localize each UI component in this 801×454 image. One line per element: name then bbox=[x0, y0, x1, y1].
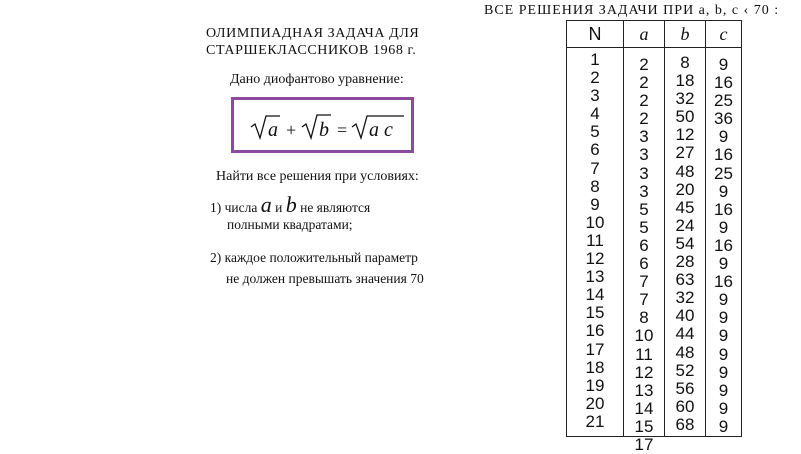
row-number: 13 bbox=[585, 267, 605, 287]
cell-a: 3 bbox=[639, 127, 649, 147]
condition-1-prefix: 1) числа bbox=[210, 200, 261, 215]
cell-b: 20 bbox=[675, 179, 695, 199]
cell-b: 56 bbox=[675, 378, 695, 398]
task-text: Найти все решения при условиях: bbox=[216, 169, 419, 184]
equals-sign: = bbox=[337, 120, 348, 140]
row-number: 3 bbox=[590, 86, 600, 106]
cell-c: 9 bbox=[718, 362, 729, 382]
column-c bbox=[706, 56, 741, 436]
row-number: 2 bbox=[590, 68, 600, 88]
row-number: 7 bbox=[590, 158, 600, 178]
row-number: 17 bbox=[585, 339, 605, 359]
cell-b: 18 bbox=[675, 71, 695, 91]
cell-b: 50 bbox=[675, 107, 695, 127]
condition-2-line1: 2) каждое положительный параметр bbox=[210, 250, 418, 265]
cell-b: 54 bbox=[675, 233, 695, 253]
header-a: a bbox=[639, 24, 649, 44]
cell-b: 63 bbox=[675, 270, 695, 290]
cell-c: 9 bbox=[718, 55, 729, 74]
plus-sign: + bbox=[286, 120, 297, 140]
row-number: 11 bbox=[586, 230, 604, 250]
cell-c: 16 bbox=[714, 272, 733, 292]
cell-c: 9 bbox=[718, 344, 729, 364]
row-number: 6 bbox=[590, 140, 600, 160]
condition-2-line2: не должен превышать значения 70 bbox=[226, 271, 424, 286]
cell-a: 14 bbox=[634, 398, 654, 418]
cell-b: 32 bbox=[675, 288, 695, 308]
cell-a: 10 bbox=[634, 326, 654, 346]
cell-a: 5 bbox=[639, 199, 649, 219]
row-number: 4 bbox=[590, 104, 600, 124]
cell-c: 9 bbox=[718, 326, 729, 346]
cell-a: 2 bbox=[639, 109, 649, 129]
row-number: 19 bbox=[585, 375, 605, 395]
row-number: 10 bbox=[585, 212, 605, 232]
cell-c: 9 bbox=[718, 127, 729, 147]
cell-c: 9 bbox=[718, 416, 729, 436]
condition-2 bbox=[210, 247, 424, 289]
cell-c: 9 bbox=[718, 217, 729, 237]
cell-c: 9 bbox=[718, 254, 729, 274]
problem-title-line2: СТАРШЕКЛАССНИКОВ 1968 г. bbox=[206, 43, 417, 58]
cell-a: 6 bbox=[639, 235, 649, 255]
cell-c: 16 bbox=[714, 199, 733, 219]
row-number: 16 bbox=[585, 321, 605, 341]
cell-b: 32 bbox=[675, 89, 695, 109]
cell-b: 40 bbox=[675, 306, 695, 326]
column-b bbox=[665, 54, 705, 434]
cell-c: 9 bbox=[718, 290, 729, 310]
cell-a: 12 bbox=[634, 362, 654, 382]
cell-a: 5 bbox=[639, 217, 649, 237]
row-number: 8 bbox=[590, 176, 600, 196]
cell-b: 44 bbox=[675, 324, 695, 344]
cell-a: 17 bbox=[634, 434, 654, 454]
intro-text: Дано диофантово уравнение: bbox=[230, 72, 404, 87]
cell-b: 8 bbox=[680, 53, 690, 72]
condition-1 bbox=[210, 192, 371, 233]
cell-b: 28 bbox=[675, 252, 695, 272]
row-number: 12 bbox=[585, 249, 605, 269]
row-number: 5 bbox=[590, 122, 600, 142]
cell-a: 3 bbox=[639, 163, 649, 183]
equation-formula bbox=[234, 100, 411, 150]
cell-a: 2 bbox=[639, 91, 649, 111]
cell-c: 9 bbox=[718, 398, 729, 418]
cell-a: 15 bbox=[634, 416, 654, 436]
cell-c: 25 bbox=[714, 91, 733, 111]
header-c: c bbox=[719, 24, 728, 44]
var-b: b bbox=[319, 119, 329, 141]
row-number: 1 bbox=[590, 50, 600, 69]
header-b: b bbox=[680, 24, 690, 44]
cell-a: 2 bbox=[639, 55, 649, 74]
problem-title bbox=[206, 25, 419, 59]
solutions-table bbox=[566, 20, 742, 454]
cell-a: 6 bbox=[639, 254, 649, 274]
cell-a: 2 bbox=[639, 73, 649, 93]
condition-1-suffix: не являются bbox=[296, 200, 371, 215]
cell-b: 24 bbox=[675, 215, 695, 235]
cell-a: 3 bbox=[639, 181, 649, 201]
cell-a: 8 bbox=[639, 308, 649, 328]
table-header-divider bbox=[567, 47, 741, 48]
cell-b: 27 bbox=[675, 143, 695, 163]
var-ac: a c bbox=[369, 119, 393, 141]
cell-c: 9 bbox=[718, 181, 729, 201]
cell-a: 7 bbox=[639, 290, 649, 310]
cell-c: 36 bbox=[714, 109, 733, 129]
column-a bbox=[624, 56, 664, 454]
cell-b: 68 bbox=[675, 414, 695, 434]
cell-b: 45 bbox=[675, 197, 695, 217]
cell-c: 25 bbox=[714, 163, 733, 183]
condition-1-line2: полными квадратами; bbox=[227, 217, 353, 232]
row-number: 20 bbox=[585, 393, 605, 413]
cell-b: 48 bbox=[675, 342, 695, 362]
condition-1-line1 bbox=[210, 192, 371, 217]
condition-1-var-a: a bbox=[260, 192, 272, 217]
cell-a: 7 bbox=[639, 272, 649, 292]
condition-1-and: и bbox=[271, 200, 286, 215]
row-number: 9 bbox=[590, 194, 600, 214]
cell-b: 12 bbox=[675, 125, 695, 145]
cell-a: 13 bbox=[634, 380, 654, 400]
row-number: 14 bbox=[585, 285, 605, 305]
row-number: 15 bbox=[585, 303, 605, 323]
condition-1-var-b: b bbox=[285, 192, 297, 217]
cell-c: 9 bbox=[718, 308, 729, 328]
cell-a: 3 bbox=[639, 145, 649, 165]
row-number: 18 bbox=[585, 357, 605, 377]
var-a: a bbox=[268, 119, 278, 141]
cell-c: 16 bbox=[714, 73, 733, 93]
cell-b: 52 bbox=[675, 360, 695, 380]
cell-c: 16 bbox=[714, 235, 733, 255]
solutions-title: ВСЕ РЕШЕНИЯ ЗАДАЧИ ПРИ a, b, c ‹ 70 : bbox=[484, 3, 780, 18]
column-n bbox=[577, 51, 613, 431]
row-number: 21 bbox=[585, 411, 605, 431]
cell-c: 9 bbox=[718, 380, 729, 400]
cell-a: 11 bbox=[635, 344, 653, 364]
equation-box bbox=[231, 97, 414, 153]
cell-b: 48 bbox=[675, 161, 695, 181]
header-n: N bbox=[588, 24, 602, 44]
problem-title-line1: ОЛИМПИАДНАЯ ЗАДАЧА ДЛЯ bbox=[206, 26, 420, 41]
cell-c: 16 bbox=[714, 145, 733, 165]
cell-b: 60 bbox=[675, 396, 695, 416]
